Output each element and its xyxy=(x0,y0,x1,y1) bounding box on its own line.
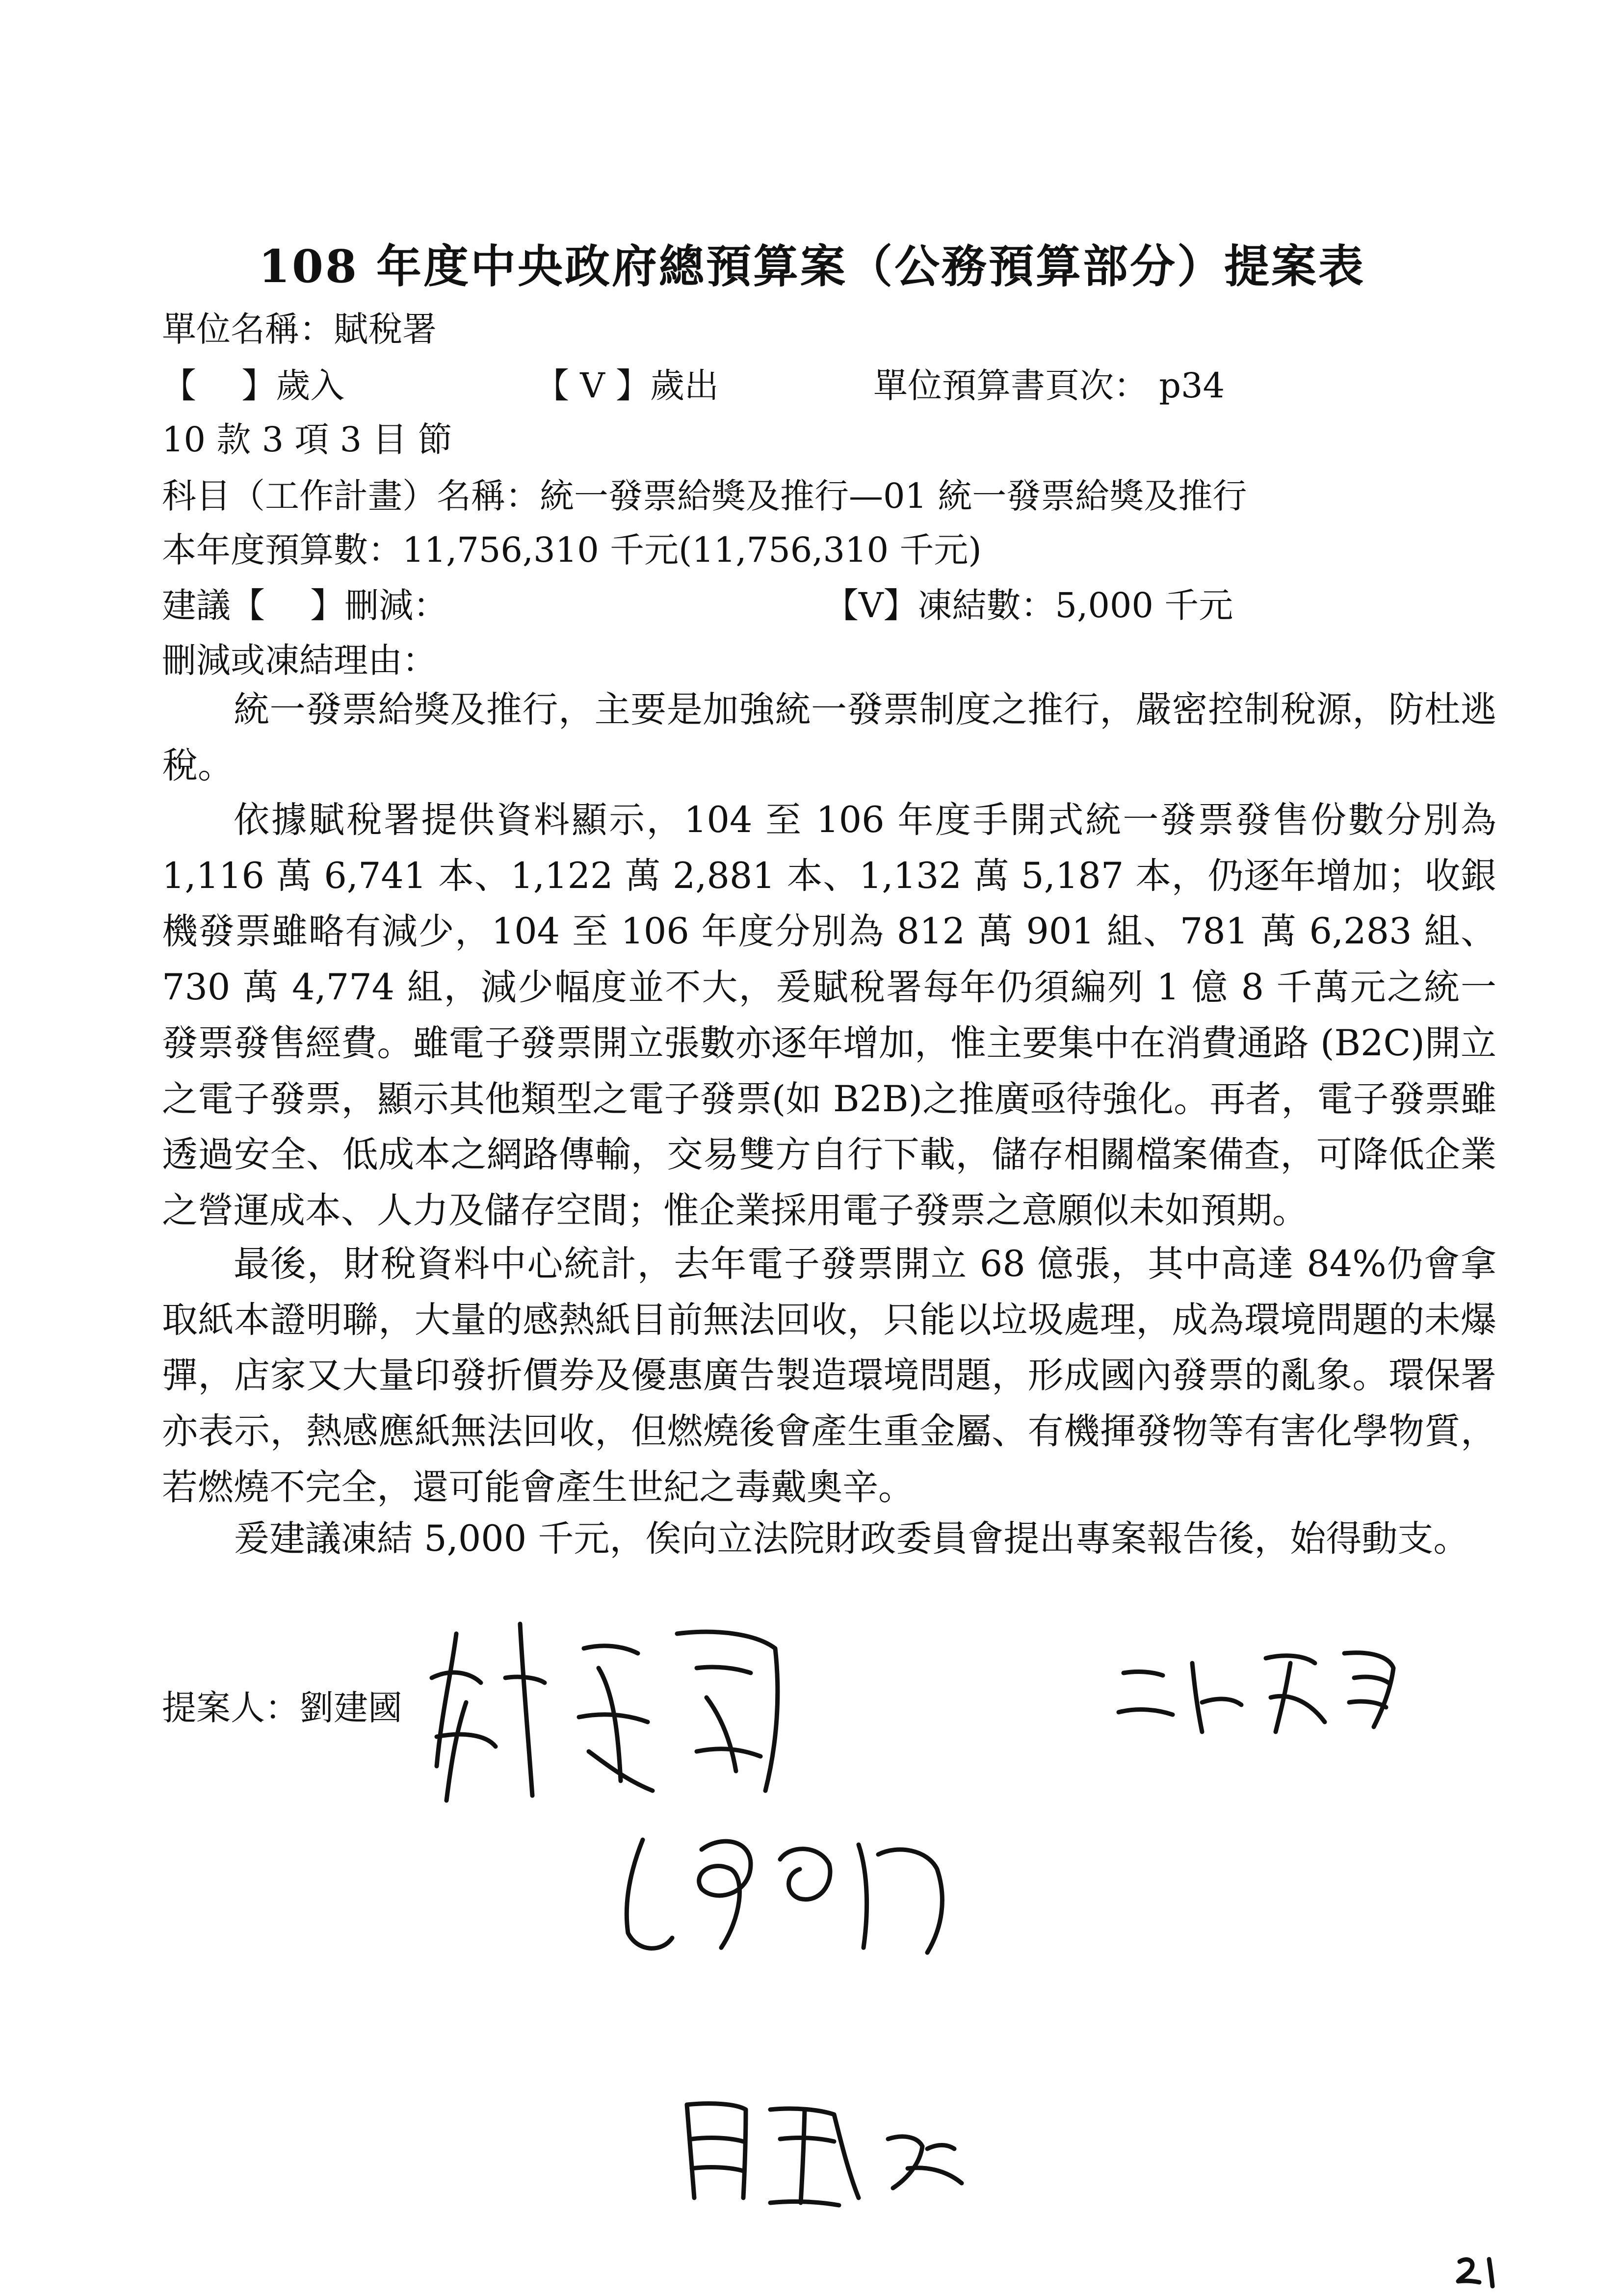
section-reference: 10 款 3 項 3 目 節 xyxy=(162,419,452,460)
reason-paragraph-4: 爰建議凍結 5,000 千元，俟向立法院財政委員會提出專案報告後，始得動支。 xyxy=(234,1518,1469,1560)
signature-stamp-mark xyxy=(672,2085,976,2213)
reason-label: 刪減或凍結理由： xyxy=(162,640,437,680)
freeze-option: 【V】凍結數：5,000 千元 xyxy=(824,585,1233,626)
unit-name: 單位名稱：賦稅署 xyxy=(162,309,437,349)
reason-paragraph-3: 最後，財稅資料中心統計，去年電子發票開立 68 億張，其中高達 84%仍會拿取紙本證明聯，大量的感熱紙目前無法回收，只能以垃圾處理，成為環境問題的未爆彈，店家又大量印發折價券及優惠廣告製造環境問題，形成國內發票的亂象。環保署亦表示，熱感應紙無法回收，但燃燒後會產生重金屬、有機揮發物等有害化學物質，若燃燒不完全，還可能會產生世紀之毒戴奧辛。 xyxy=(162,1243,1496,1508)
page-number-handwritten xyxy=(1452,2252,1506,2291)
budget-page-reference: 單位預算書頁次： p34 xyxy=(873,365,1225,406)
document-title: 108 年度中央政府總預算案（公務預算部分）提案表 xyxy=(258,240,1366,293)
signature-co-signer-2 xyxy=(603,1805,996,1967)
reason-paragraph-1: 統一發票給獎及推行，主要是加強統一發票制度之推行，嚴密控制稅源，防杜逃稅。 xyxy=(162,689,1496,786)
budget-amount: 本年度預算數：11,756,310 千元(11,756,310 千元) xyxy=(162,530,982,570)
signature-co-signer-1 xyxy=(1109,1634,1403,1742)
proposer-label: 提案人：劉建國 xyxy=(162,1688,402,1728)
signature-liu-jianguo xyxy=(422,1604,795,1815)
revenue-option: 【 】歲入 xyxy=(162,365,345,406)
cut-option: 建議【 】刪減： xyxy=(162,585,448,626)
subject-name: 科目（工作計畫）名稱：統一發票給獎及推行—01 統一發票給獎及推行 xyxy=(162,476,1247,516)
reason-paragraph-2: 依據賦稅署提供資料顯示，104 至 106 年度手開式統一發票發售份數分別為 1,116 萬 6,741 本、1,122 萬 2,881 本、1,132 萬 5,187 本，仍逐年增加；收銀機發票雖略有減少，104 至 106 年度分別為 812 萬 901 組、781 萬 6,283 組、730 萬 4,774 組，減少幅度並不大，爰賦稅署每年仍須編列 1 億 8 千萬元之統一發票發售經費。雖電子發票開立張數亦逐年增加，惟主要集中在消費通路 (B2C)開立之電子發票，顯示其他類型之電子發票(如 B2B)之推廣亟待強化。再者，電子發票雖透過安全、低成本之網路傳輸，交易雙方自行下載，儲存相關檔案備查，可降低企業之營運成本、人力及儲存空間；惟企業採用電子發票之意願似未如預期。 xyxy=(162,799,1496,1231)
expenditure-option: 【 V 】歲出 xyxy=(535,365,719,406)
